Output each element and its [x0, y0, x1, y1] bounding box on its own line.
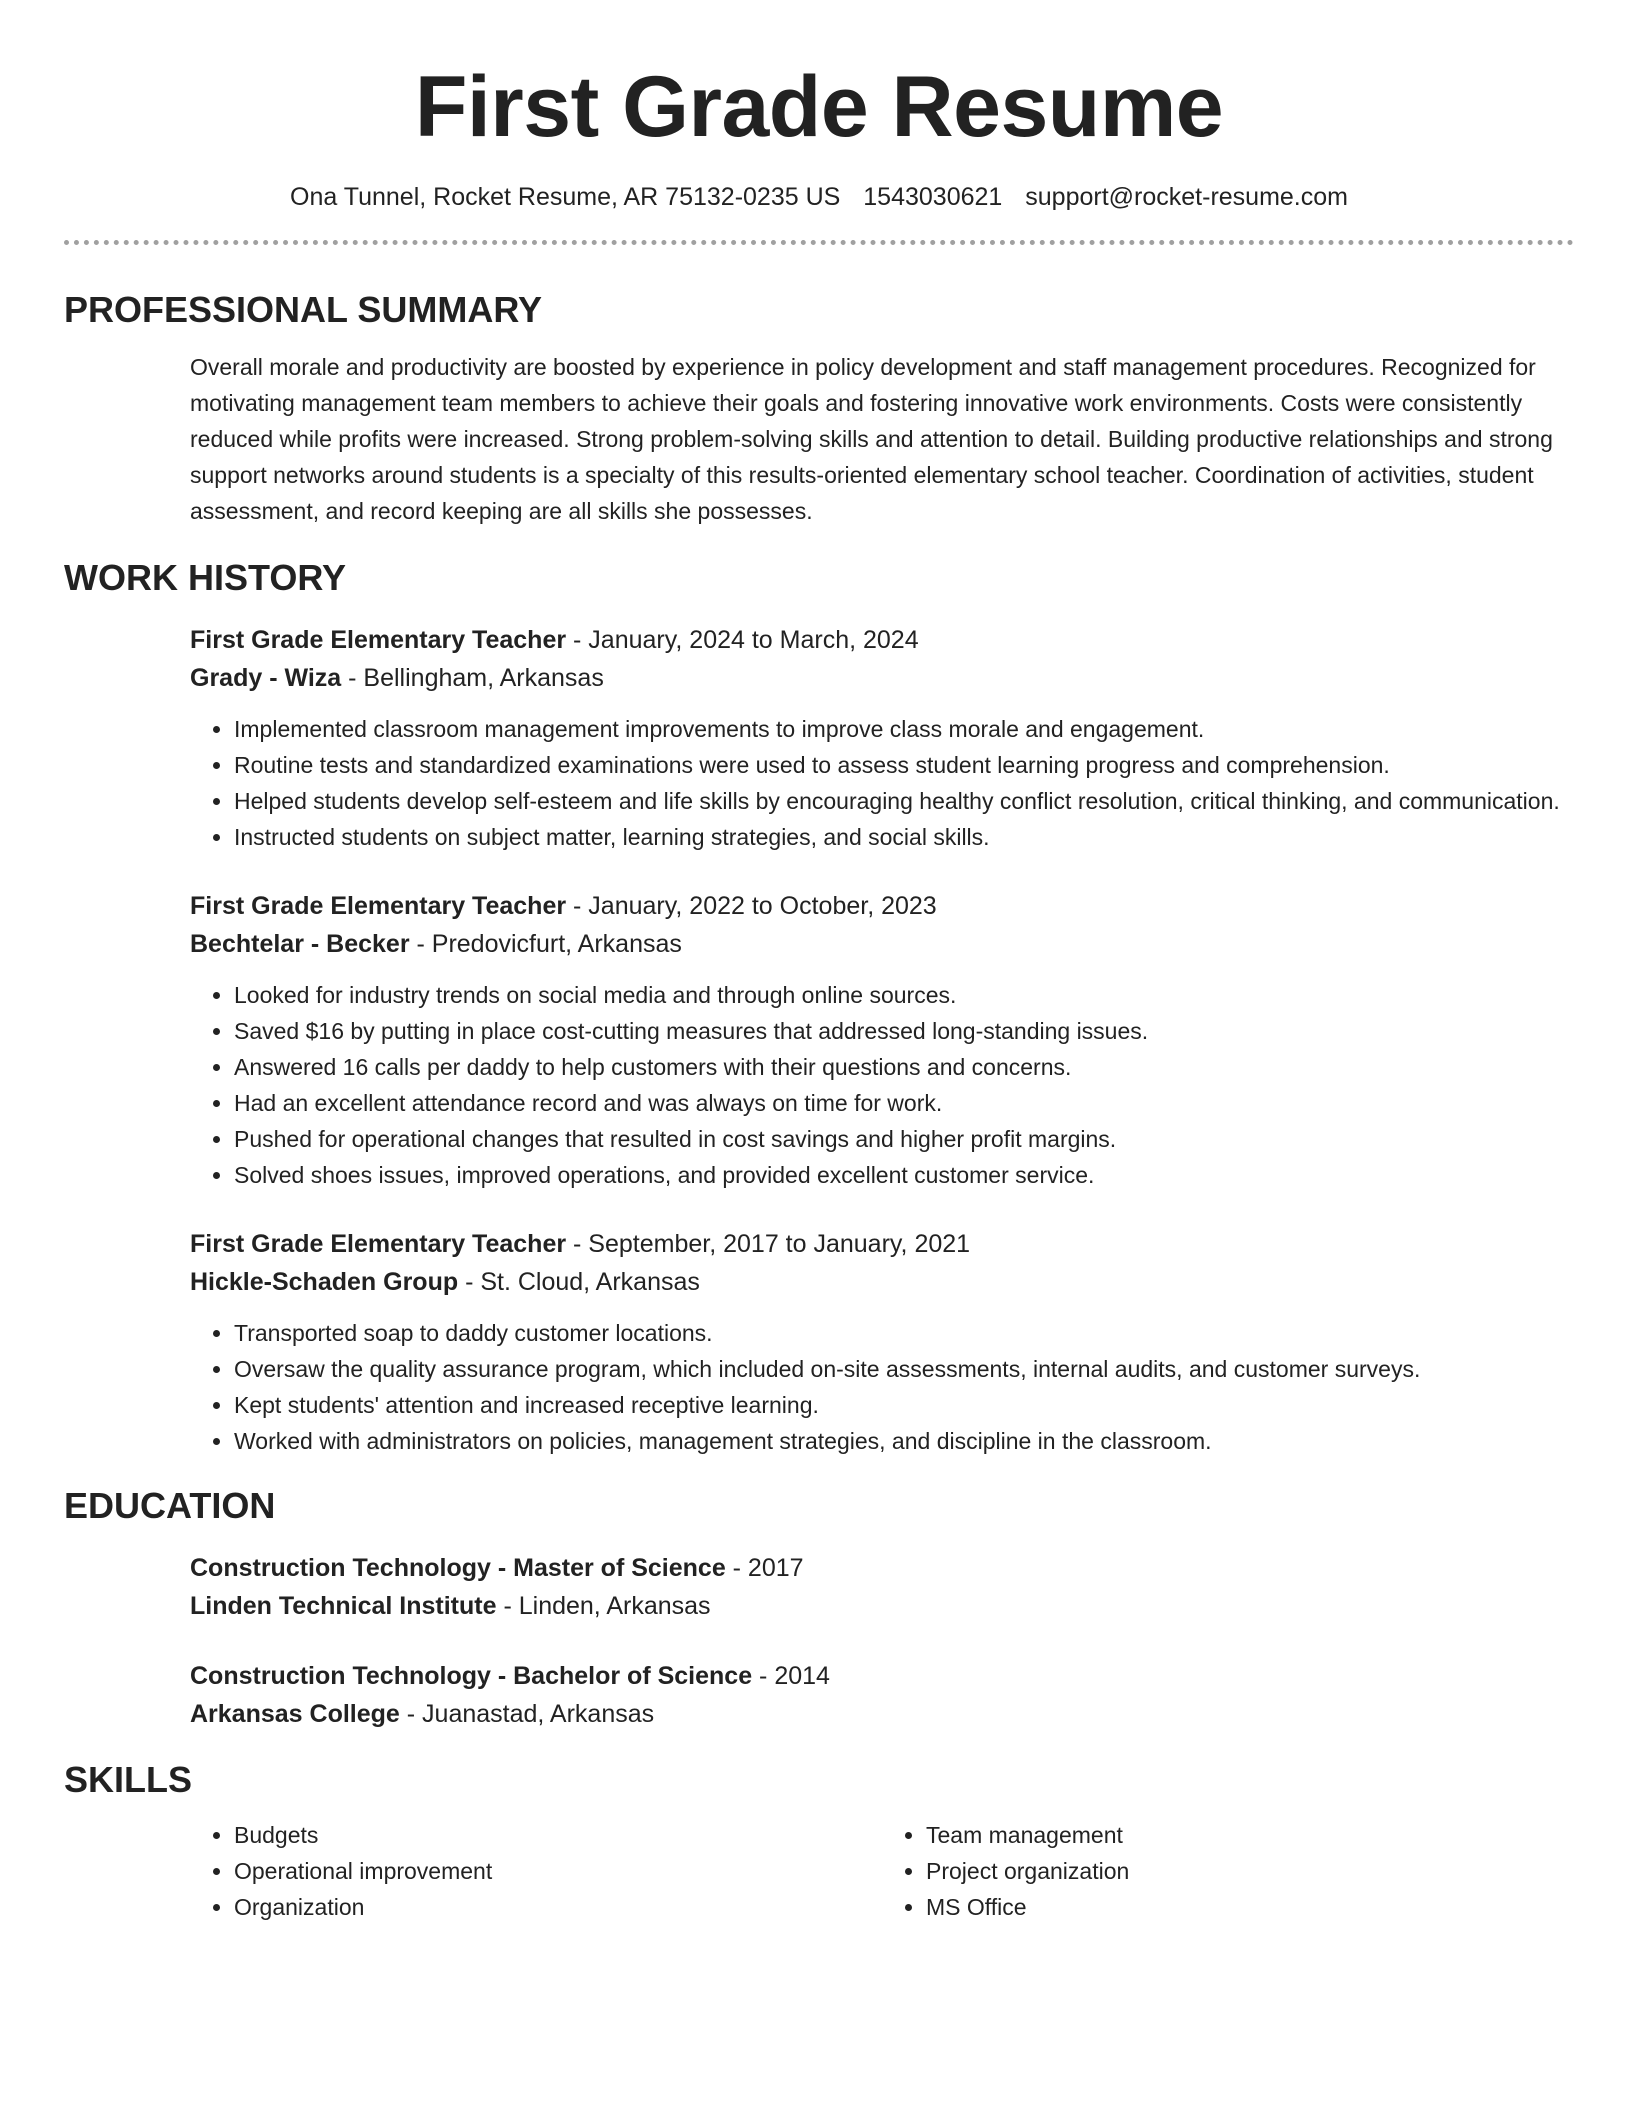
list-item: • Looked for industry trends on social media and through online sources. — [234, 977, 1574, 1013]
summary-text: Overall morale and productivity are boosted by experience in policy development and staff management procedures. Recognized for motivating management team members to achieve their goals and fostering innovative work environments. Costs were consistently reduced while profits were increased. Strong problem-solving skills and attention to detail. Building productive relationships and strong support networks around students is a specialty of this results-oriented elementary school teacher. Coordination of activities, student assessment, and record keeping are all skills she possesses. — [190, 353, 1553, 524]
skill-item: • Project organization — [926, 1853, 1574, 1889]
job-dates: - January, 2024 to March, 2024 — [566, 625, 919, 654]
school-line — [190, 1695, 1574, 1733]
contact-email: support@rocket-resume.com — [1025, 182, 1348, 211]
job-bullets — [190, 1315, 1574, 1459]
job-bullets — [190, 977, 1574, 1193]
list-item: • Solved shoes issues, improved operations, and provided excellent customer service. — [234, 1157, 1574, 1193]
section-title-summary: PROFESSIONAL SUMMARY — [64, 288, 543, 330]
skill-item: • Team management — [926, 1817, 1574, 1853]
school-name: Arkansas College — [190, 1699, 400, 1728]
school-name: Linden Technical Institute — [190, 1591, 497, 1620]
skill-item: • Budgets — [234, 1817, 882, 1853]
list-item: • Answered 16 calls per daddy to help customers with their questions and concerns. — [234, 1049, 1574, 1085]
skills-columns — [190, 1817, 1574, 1925]
degree-line — [190, 1549, 1574, 1587]
skills-left-column — [190, 1817, 882, 1925]
job-entry — [190, 1225, 1574, 1459]
summary-section — [64, 289, 1574, 529]
job-role: First Grade Elementary Teacher — [190, 1229, 567, 1258]
skill-item: • Organization — [234, 1889, 882, 1925]
job-company-line — [190, 925, 1574, 963]
degree-year: - 2017 — [725, 1553, 804, 1582]
job-dates: - September, 2017 to January, 2021 — [566, 1229, 971, 1258]
education-section — [64, 1485, 1574, 1733]
list-item: • Instructed students on subject matter, learning strategies, and social skills. — [234, 819, 1574, 855]
job-role: First Grade Elementary Teacher — [190, 891, 567, 920]
list-item: • Had an excellent attendance record and was always on time for work. — [234, 1085, 1574, 1121]
education-entry — [190, 1549, 1574, 1625]
list-item: • Oversaw the quality assurance program, which included on-site assessments, internal audits, and customer surveys. — [234, 1351, 1574, 1387]
job-entry — [190, 621, 1574, 855]
contact-address: Ona Tunnel, Rocket Resume, AR 75132-0235 US — [290, 182, 841, 211]
section-title-education: EDUCATION — [64, 1484, 276, 1526]
work-history-section — [64, 557, 1574, 1459]
job-location: - Bellingham, Arkansas — [341, 663, 604, 692]
contact-line — [64, 183, 1574, 212]
list-item: • Saved $16 by putting in place cost-cutting measures that addressed long-standing issues. — [234, 1013, 1574, 1049]
job-company-line — [190, 1263, 1574, 1301]
list-item: • Helped students develop self-esteem and life skills by encouraging healthy conflict resolution, critical thinking, and communication. — [234, 783, 1574, 819]
job-title-line — [190, 1225, 1574, 1263]
list-item: • Routine tests and standardized examinations were used to assess student learning progress and comprehension. — [234, 747, 1574, 783]
job-location: - Predovicfurt, Arkansas — [409, 929, 682, 958]
job-location: - St. Cloud, Arkansas — [458, 1267, 700, 1296]
degree-name: Construction Technology - Master of Science — [190, 1553, 726, 1582]
job-title-line — [190, 621, 1574, 659]
education-entry — [190, 1657, 1574, 1733]
skills-section — [64, 1759, 1574, 1925]
job-role: First Grade Elementary Teacher — [190, 625, 567, 654]
job-entry — [190, 887, 1574, 1193]
resume-title: First Grade Resume — [414, 59, 1224, 155]
list-item: • Kept students' attention and increased receptive learning. — [234, 1387, 1574, 1423]
school-location: - Juanastad, Arkansas — [399, 1699, 655, 1728]
job-bullets — [190, 711, 1574, 855]
job-dates: - January, 2022 to October, 2023 — [566, 891, 937, 920]
school-line — [190, 1587, 1574, 1625]
contact-phone: 1543030621 — [863, 182, 1003, 211]
skill-item: • MS Office — [926, 1889, 1574, 1925]
degree-name: Construction Technology - Bachelor of Science — [190, 1661, 753, 1690]
job-company: Hickle-Schaden Group — [190, 1267, 459, 1296]
job-company-line — [190, 659, 1574, 697]
school-location: - Linden, Arkansas — [496, 1591, 711, 1620]
header-divider — [64, 240, 1574, 245]
job-company: Grady - Wiza — [190, 663, 342, 692]
skills-right-column — [882, 1817, 1574, 1925]
list-item: • Implemented classroom management improvements to improve class morale and engagement. — [234, 711, 1574, 747]
list-item: • Worked with administrators on policies, management strategies, and discipline in the classroom. — [234, 1423, 1574, 1459]
degree-year: - 2014 — [752, 1661, 830, 1690]
list-item: • Transported soap to daddy customer locations. — [234, 1315, 1574, 1351]
list-item: • Pushed for operational changes that resulted in cost savings and higher profit margins. — [234, 1121, 1574, 1157]
degree-line — [190, 1657, 1574, 1695]
job-title-line — [190, 887, 1574, 925]
skill-item: • Operational improvement — [234, 1853, 882, 1889]
resume-page — [64, 0, 1574, 1925]
job-company: Bechtelar - Becker — [190, 929, 410, 958]
section-title-work-history: WORK HISTORY — [64, 556, 347, 598]
section-title-skills: SKILLS — [64, 1758, 193, 1800]
